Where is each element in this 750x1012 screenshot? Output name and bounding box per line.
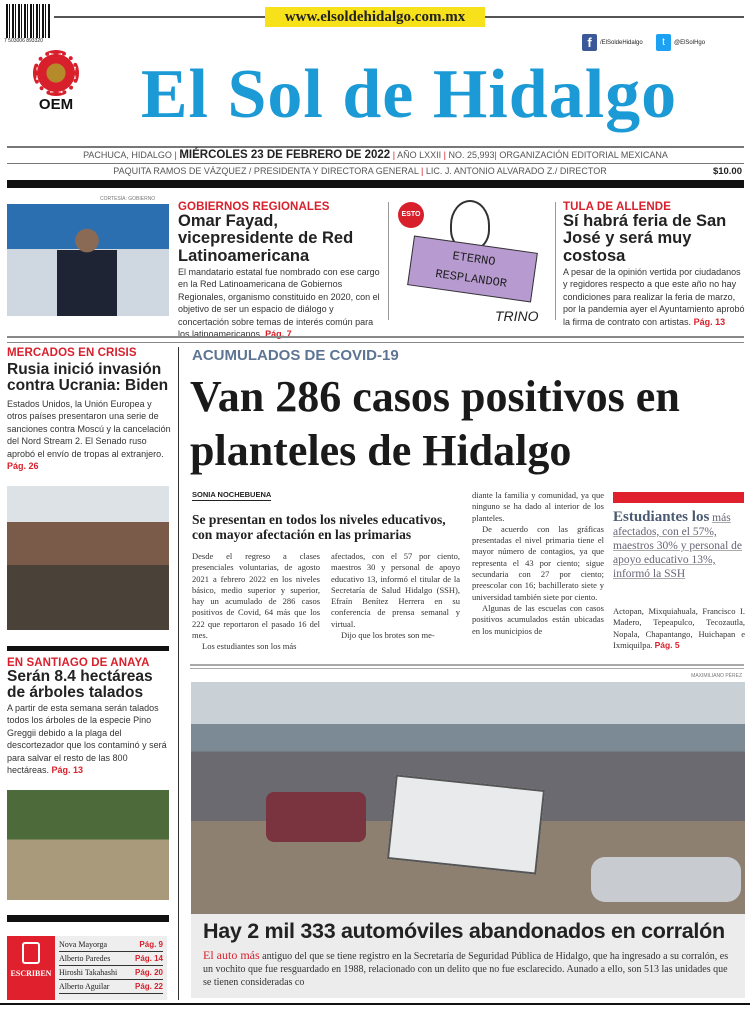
oem-label: OEM	[38, 96, 74, 113]
twitter-handle: @ElSolHgo	[674, 39, 706, 46]
escriben-label: ESCRIBEN	[10, 969, 52, 978]
organization: ORGANIZACIÓN EDITORIAL MEXICANA	[499, 150, 668, 160]
barn-photo[interactable]	[7, 486, 169, 630]
kicker: TULA DE ALLENDE	[563, 201, 671, 213]
oem-logo	[28, 50, 84, 122]
sun-icon	[33, 50, 79, 96]
red-bar	[613, 492, 744, 503]
kicker: MERCADOS EN CRISIS	[7, 347, 137, 359]
column-1: Desde el regreso a clases presenciales voluntarias, de agosto 2021 a febrero 2022 en los niveles básico, medio superior y superior, hay un acumulado de 286 casos positivos de Covid, 64 más que los 222 que reportaron el pasado 16 del mes. Los estudiantes son los más	[192, 551, 320, 652]
price: $10.00	[712, 166, 742, 177]
photo-credit: MAXIMILIANO PÉREZ	[691, 673, 742, 679]
columnist-name: Nova Mayorga	[59, 940, 108, 949]
facebook-icon: f	[582, 34, 597, 51]
columnist-page: Pág. 20	[134, 968, 163, 977]
body: A pesar de la opinión vertida por ciudadanos y regidores respecto a que este año no hay condiciones para realizar la feria de marzo, por la pandemia ayer el Ayuntamiento aprobó la firma de contrato con artistas. Pág. 13	[563, 266, 745, 327]
facebook-link[interactable]	[582, 34, 643, 51]
car-image	[591, 857, 741, 902]
story-tula[interactable]	[563, 201, 746, 328]
body: El mandatario estatal fue nombrado con ese cargo en la Red Latinoamericana de Gobiernos Regionales, organismo constituido en 2020, con el objetivo de ser un espacio de diálogo y concertación sobre temas de interés común para los latinoamericanos. Pág. 7	[178, 266, 380, 340]
divider	[388, 202, 389, 320]
column-2: afectados, con el 57 por ciento, maestros 30 y personal de apoyo educativo 13, informó el titular de la Secretaría de Salud Hidalgo (SSH), Efraín Benítez Herrera en su conferencia de prensa semanal y virtual. Dijo que los brotes son me-	[331, 551, 460, 641]
rule	[7, 163, 744, 164]
autos-headline: Hay 2 mil 333 automóviles abandonados en corralón	[203, 919, 725, 943]
autos-box[interactable]	[191, 914, 745, 998]
fayad-photo[interactable]	[7, 204, 169, 316]
columnist-page: Pág. 14	[134, 954, 163, 963]
corralon-photo[interactable]	[191, 682, 745, 914]
rule	[7, 146, 744, 148]
person-figure	[57, 224, 117, 316]
main-kicker: ACUMULADOS DE COVID-19	[192, 347, 399, 364]
black-bar	[7, 180, 744, 188]
year: AÑO LXXII	[397, 150, 442, 160]
columnist-item[interactable]	[59, 938, 163, 952]
twitter-icon: t	[656, 34, 671, 51]
van-image	[387, 774, 545, 874]
director: LIC. J. ANTONIO ALVARADO Z./ DIRECTOR	[425, 166, 607, 176]
autos-body: El auto más antiguo del que se tiene registro en la Secretaría de Seguridad Pública de Hidalgo, que ha ingresado a su corralón, es un vochito que fue resguardado en 1988, relacionado con un delito que no fue esclarecido. Aunado a ello, son 513 las unidades que se tienen consideradas co	[203, 947, 729, 988]
body: A partir de esta semana serán talados todos los árboles de la especie Pino Greggii debido a la plaga del descortezador que los contaminó y será para salvar el resto de las 800 hectáreas. Pág. 13	[7, 702, 167, 776]
forest-photo[interactable]	[7, 790, 169, 900]
black-bar	[7, 915, 169, 922]
story-fayad[interactable]	[178, 201, 383, 341]
president: PAQUITA RAMOS DE VÁZQUEZ / PRESIDENTA Y DIRECTORA GENERAL	[113, 166, 419, 176]
kicker: EN SANTIAGO DE ANAYA	[7, 657, 150, 669]
headline: Sí habrá feria de San José y será muy costosa	[563, 212, 727, 265]
car-image	[266, 792, 366, 842]
black-bar	[7, 646, 169, 651]
kicker: GOBIERNOS REGIONALES	[178, 201, 330, 213]
twitter-link[interactable]	[656, 34, 705, 51]
pencil-icon	[22, 942, 40, 964]
headline: Rusia inició invasión contra Ucrania: Biden	[7, 361, 169, 395]
double-rule	[190, 664, 744, 669]
main-headline[interactable]: Van 286 casos positivos en planteles de Hidalgo	[190, 372, 680, 475]
facebook-handle: /ElSoldeHidalgo	[600, 39, 643, 46]
cartoon-signature: TRINO	[495, 308, 539, 324]
escriben-badge	[7, 936, 55, 1000]
banner-line: ETERNO	[451, 249, 497, 270]
byline: SONIA NOCHEBUENA	[192, 490, 272, 499]
headline: Omar Fayad, vicepresidente de Red Latinoamericana	[178, 212, 354, 265]
dateline: PACHUCA, HIDALGO | MIÉRCOLES 23 DE FEBRERO DE 2022 | AÑO LXXII | NO. 25,993| ORGANIZACIÓN EDITORIAL MEXICANA	[83, 149, 668, 161]
staff-line: PAQUITA RAMOS DE VÁZQUEZ / PRESIDENTA Y DIRECTORA GENERAL | LIC. J. ANTONIO ALVARADO Z./ DIRECTOR	[113, 166, 607, 176]
escriben-box	[7, 936, 167, 1000]
barcode-number: 7 503006 893320	[4, 38, 43, 44]
date: MIÉRCOLES 23 DE FEBRERO DE 2022	[179, 149, 391, 161]
story-arboles[interactable]	[7, 657, 172, 777]
bottom-rule	[0, 1003, 750, 1005]
columnist-list	[55, 936, 167, 1000]
headline: Serán 8.4 hectáreas de árboles talados	[7, 668, 153, 702]
columnist-item[interactable]	[59, 980, 163, 994]
columnist-page: Pág. 22	[134, 982, 163, 991]
esto-badge: ESTO	[398, 202, 424, 228]
cartoon-banner	[407, 236, 538, 303]
columnist-name: Hiroshi Takahashi	[59, 968, 118, 977]
masthead-logo: El Sol de Hidalgo	[140, 56, 678, 133]
barcode	[6, 4, 50, 38]
columnist-name: Alberto Aguilar	[59, 982, 110, 991]
columnist-item[interactable]	[59, 952, 163, 966]
pull-quote: Estudiantes los más afectados, con el 57%, maestros 30% y personal de apoyo educativo 13%, informó la SSH	[613, 509, 743, 580]
issue-number: NO. 25,993	[448, 150, 495, 160]
columnist-name: Alberto Paredes	[59, 954, 111, 963]
columnist-page: Pág. 9	[139, 940, 163, 949]
subhead: Se presentan en todos los niveles educativos, con mayor afectación en las primarias	[192, 512, 446, 542]
double-rule	[7, 336, 744, 343]
cartoon[interactable]	[395, 192, 555, 327]
column-3: diante la familia y comunidad, ya que ninguno se ha dado al interior de los planteles. De acuerdo con las gráficas presentadas el nivel primaria tiene el mayor número de contagios, ya que representa el 43 por ciento; sigue secundaria con 27 por ciento; preescolar con 16; bachillerato siete y universidad también siete por ciento. Algunas de las escuelas con casos positivos acumulados están ubicadas en los municipios de	[472, 490, 604, 636]
photo-credit: CORTESÍA: GOBIERNO	[100, 196, 156, 202]
story-rusia[interactable]	[7, 347, 172, 473]
columnist-item[interactable]	[59, 966, 163, 980]
website-url[interactable]: www.elsoldehidalgo.com.mx	[265, 7, 485, 27]
body: Estados Unidos, la Unión Europea y otros países presentaron una serie de sanciones contra Moscú y la cancelación del Nord Stream 2. El Senado ruso aprobó el envío de tropas al extranjero. Pág. 26	[7, 398, 171, 472]
banner-line: RESPLANDOR	[434, 266, 508, 291]
city: PACHUCA, HIDALGO	[83, 150, 172, 160]
divider	[555, 202, 556, 320]
column-divider	[178, 347, 179, 1000]
column-4: Actopan, Mixquiahuala, Francisco I. Madero, Tepeapulco, Tecozautla, Nopala, Chapantango, Huichapan e Ixmiquilpa. Pág. 5	[613, 606, 745, 650]
